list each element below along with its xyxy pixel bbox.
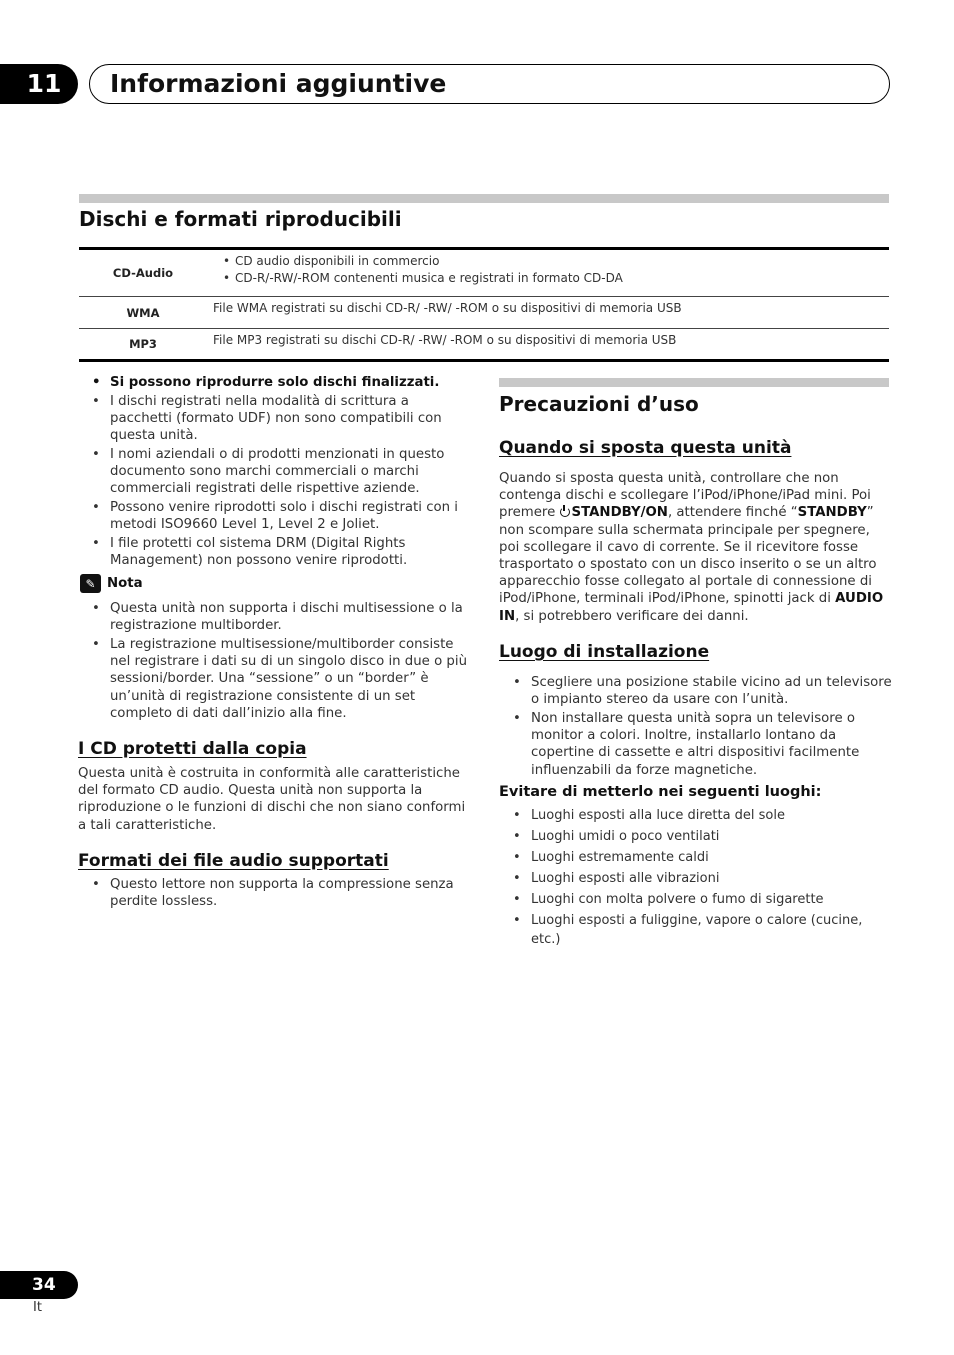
list-item: • Questo lettore non supporta la compressione senza perdite lossless. <box>79 876 469 910</box>
list-item: • Questa unità non supporta i dischi multisessione o la registrazione multiborder. <box>79 600 469 634</box>
avoid-heading: Evitare di metterlo nei seguenti luoghi: <box>499 784 822 800</box>
chapter-title: Informazioni aggiuntive <box>110 69 447 98</box>
list-item: • Non installare questa unità sopra un televisore o monitor a colori. Inoltre, installarlo lontano da copertine di cassette e altri dispositivi facilmente influenzabili da forze magnetiche. <box>500 710 892 779</box>
list-item: • Luoghi esposti alla luce diretta del sole <box>500 806 892 825</box>
formati-file-list <box>79 876 469 912</box>
text-fragment: ” non scompare sulla schermata principale per spegnere, poi scollegare il cavo di corrente. Se il ricevitore fosse trasportato o spostato con un disco inserito o se un altro apparecchio fosse collegato al portale di connessione di iPod/iPhone, terminali iPod/iPhone, spinotti jack di <box>499 505 877 607</box>
list-item: • CD-R/-RW/-ROM contenenti musica e registrati in formato CD-DA <box>223 270 883 287</box>
text-fragment: Quando si sposta questa unità, controllare che non contenga dischi e scollegare l’iPod/iPhone/iPad mini. Poi premere <box>499 471 871 521</box>
power-icon <box>560 507 570 517</box>
table-row <box>79 250 889 297</box>
list-item: • Luoghi umidi o poco ventilati <box>500 827 892 846</box>
section-title-formats: Dischi e formati riproducibili <box>79 207 402 231</box>
note-list <box>79 600 469 723</box>
list-item: • Luoghi estremamente caldi <box>500 848 892 867</box>
luogo-list <box>500 674 892 780</box>
list-item: • I file protetti col sistema DRM (Digital Rights Management) non possono venire riprodotti. <box>79 535 469 569</box>
paragraph-sposta <box>499 470 891 625</box>
list-item: • I dischi registrati nella modalità di scrittura a pacchetti (formato UDF) non sono compatibili con questa unità. <box>79 393 469 445</box>
formats-table <box>79 247 889 362</box>
language-code: It <box>33 1300 42 1315</box>
paragraph-cd-protetti: Questa unità è costruita in conformità alle caratteristiche del formato CD audio. Questa unità non supporta la riproduzione o le funzioni di dischi che non siano conformi a tali caratteristiche. <box>78 766 466 833</box>
list-item: • Luoghi esposti alle vibrazioni <box>500 869 892 888</box>
table-cell-value: File MP3 registrati su dischi CD-R/ -RW/ -ROM o su dispositivi di memoria USB <box>213 333 677 347</box>
table-row <box>79 297 889 329</box>
list-item: • La registrazione multisessione/multiborder consiste nel registrare i dati su di un singolo disco in due o più sessioni/border. Una “sessione” o un “border” è un’unità di registrazione consistente di un set completo di dati dall’inizio alla fine. <box>79 636 469 722</box>
key-label: STANDBY/ON <box>571 505 668 521</box>
list-item: • Scegliere una posizione stabile vicino ad un televisore o impianto stereo da usare con l’unità. <box>500 674 892 708</box>
heading-sposta: Quando si sposta questa unità <box>499 438 792 458</box>
page-number-badge: 34 <box>0 1271 78 1299</box>
table-cell-category: MP3 <box>129 337 157 351</box>
list-item: • CD audio disponibili in commercio <box>223 253 883 270</box>
avoid-list <box>500 806 892 951</box>
note-header <box>80 574 143 593</box>
pencil-icon: ✎ <box>80 574 101 593</box>
list-item: • Si possono riprodurre solo dischi finalizzati. <box>79 374 469 391</box>
heading-cd-protetti: I CD protetti dalla copia <box>78 739 307 759</box>
table-cell-value: File WMA registrati su dischi CD-R/ -RW/ -ROM o su dispositivi di memoria USB <box>213 301 682 315</box>
table-cell-category: CD-Audio <box>112 266 174 280</box>
section-divider <box>499 378 889 387</box>
list-item: • Luoghi esposti a fuliggine, vapore o calore (cucine, etc.) <box>500 911 892 950</box>
key-label: AUDIO IN <box>499 591 884 624</box>
table-cell-category: WMA <box>126 305 160 320</box>
list-item: • Luoghi con molta polvere o fumo di sigarette <box>500 890 892 909</box>
chapter-number-badge: 11 <box>0 64 78 104</box>
heading-formati-file: Formati dei file audio supportati <box>78 851 389 871</box>
section-title-precauzioni: Precauzioni d’uso <box>499 392 699 416</box>
note-label: Nota <box>107 576 143 591</box>
key-label: STANDBY <box>797 505 867 521</box>
text-fragment: , attendere finché “ <box>667 505 798 521</box>
section-divider <box>79 194 889 203</box>
list-item: • Possono venire riprodotti solo i dischi registrati con i metodi ISO9660 Level 1, Level 2 e Joliet. <box>79 499 469 533</box>
heading-luogo: Luogo di installazione <box>499 642 710 662</box>
formats-notes <box>79 374 469 571</box>
table-cell-value <box>207 250 889 296</box>
table-row <box>79 329 889 359</box>
chapter-title-box <box>89 64 890 104</box>
list-item: • I nomi aziendali o di prodotti menzionati in questo documento sono marchi commerciali o marchi commerciali registrati delle rispettive aziende. <box>79 446 469 498</box>
text-fragment: , si potrebbero verificare dei danni. <box>515 608 749 624</box>
